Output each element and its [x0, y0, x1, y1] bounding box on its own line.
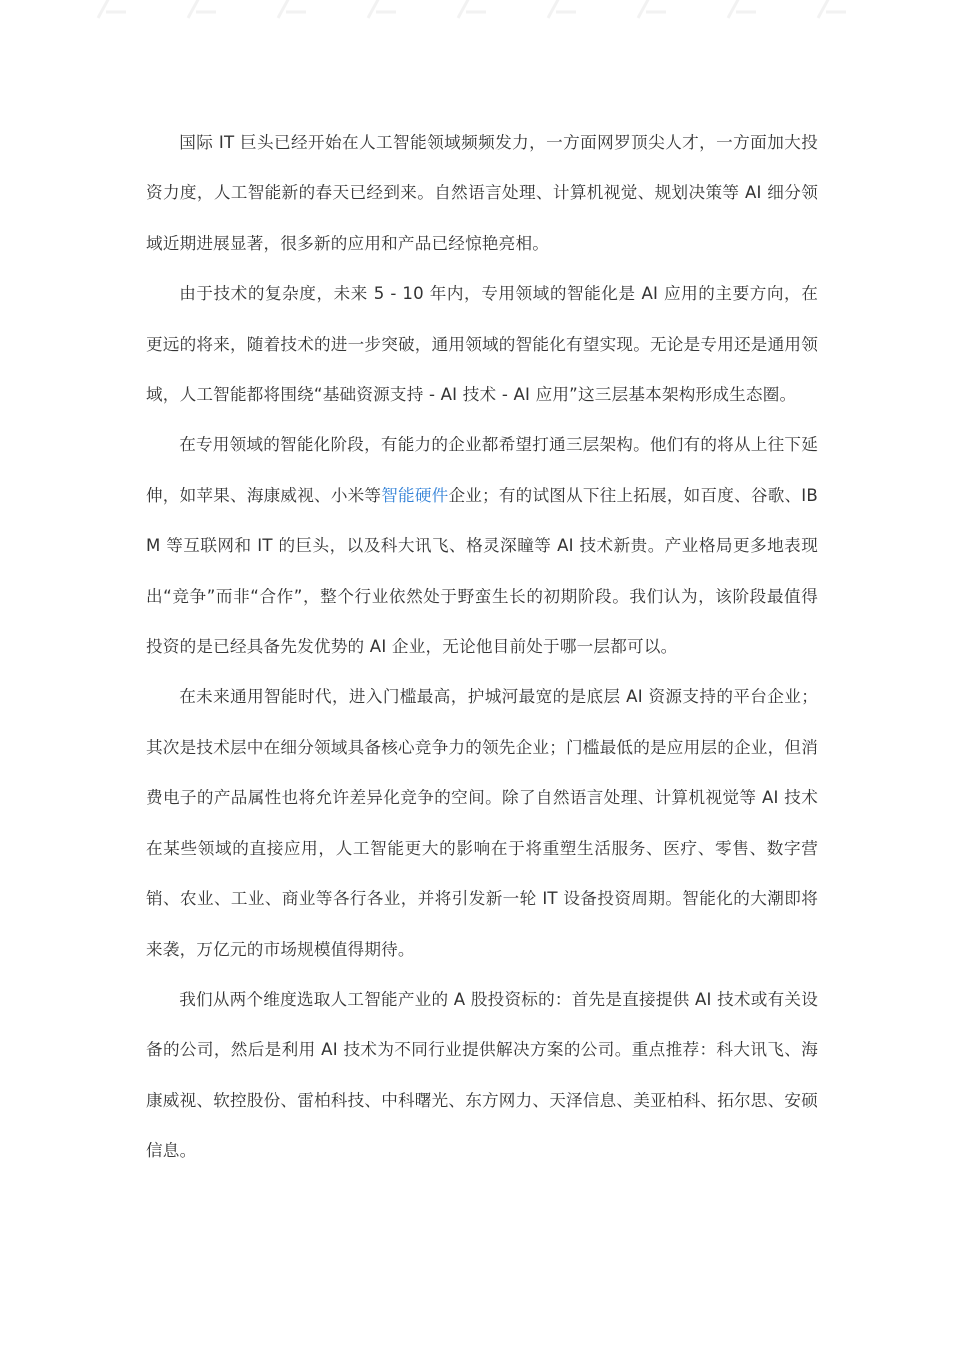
watermark-strip — [0, 0, 960, 30]
watermark-icon — [92, 0, 132, 22]
paragraph-2: 由于技术的复杂度，未来 5 - 10 年内，专用领域的智能化是 AI 应用的主要方向，在更远的将来，随着技术的进一步突破，通用领域的智能化有望实现。无论是专用还是通用领域，人工智能都将围绕“基础资源支持 - AI 技术 - AI 应用”这三层基本架构形成生态圈。 — [146, 284, 818, 405]
paragraph-3 — [146, 420, 818, 672]
paragraph-4: 在未来通用智能时代，进入门槛最高，护城河最宽的是底层 AI 资源支持的平台企业；其次是技术层中在细分领域具备核心竞争力的领先企业；门槛最低的是应用层的企业，但消费电子的产品属性也将允许差异化竞争的空间。除了自然语言处理、计算机视觉等 AI 技术在某些领域的直接应用，人工智能更大的影响在于将重塑生活服务、医疗、零售、数字营销、农业、工业、商业等各行各业，并将引发新一轮 IT 设备投资周期。智能化的大潮即将来袭，万亿元的市场规模值得期待。 — [146, 687, 818, 959]
article-body — [146, 118, 818, 1177]
watermark-icon — [452, 0, 492, 22]
watermark-icon — [182, 0, 222, 22]
watermark-icon — [362, 0, 402, 22]
paragraph-5: 我们从两个维度选取人工智能产业的 A 股投资标的：首先是直接提供 AI 技术或有关设备的公司，然后是利用 AI 技术为不同行业提供解决方案的公司。重点推荐：科大讯飞、海康威视、软控股份、雷柏科技、中科曙光、东方网力、天泽信息、美亚柏科、拓尔思、安硕信息。 — [146, 989, 818, 1161]
paragraph-3-text-before-link: 在专用领域的智能化阶段，有能力的企业都希望打通三层架构。他们有的将从上往下延伸，如苹果、海康威视、小米等 — [146, 435, 818, 505]
watermark-icon — [632, 0, 672, 22]
smart-hardware-link[interactable]: 智能硬件 — [381, 485, 449, 505]
paragraph-1: 国际 IT 巨头已经开始在人工智能领域频频发力，一方面网罗顶尖人才，一方面加大投资力度，人工智能新的春天已经到来。自然语言处理、计算机视觉、规划决策等 AI 细分领域近期进展显著，很多新的应用和产品已经惊艳亮相。 — [146, 133, 818, 253]
watermark-icon — [722, 0, 762, 22]
watermark-icon — [812, 0, 852, 22]
paragraph-3-text-after-link: 企业；有的试图从下往上拓展，如百度、谷歌、IBM 等互联网和 IT 的巨头，以及科大讯飞、格灵深瞳等 AI 技术新贵。产业格局更多地表现出“竞争”而非“合作”，整个行业依然处于野蛮生长的初期阶段。我们认为，该阶段最值得投资的是已经具备先发优势的 AI 企业，无论他目前处于哪一层都可以。 — [146, 485, 818, 657]
watermark-icon — [542, 0, 582, 22]
watermark-icon — [272, 0, 312, 22]
